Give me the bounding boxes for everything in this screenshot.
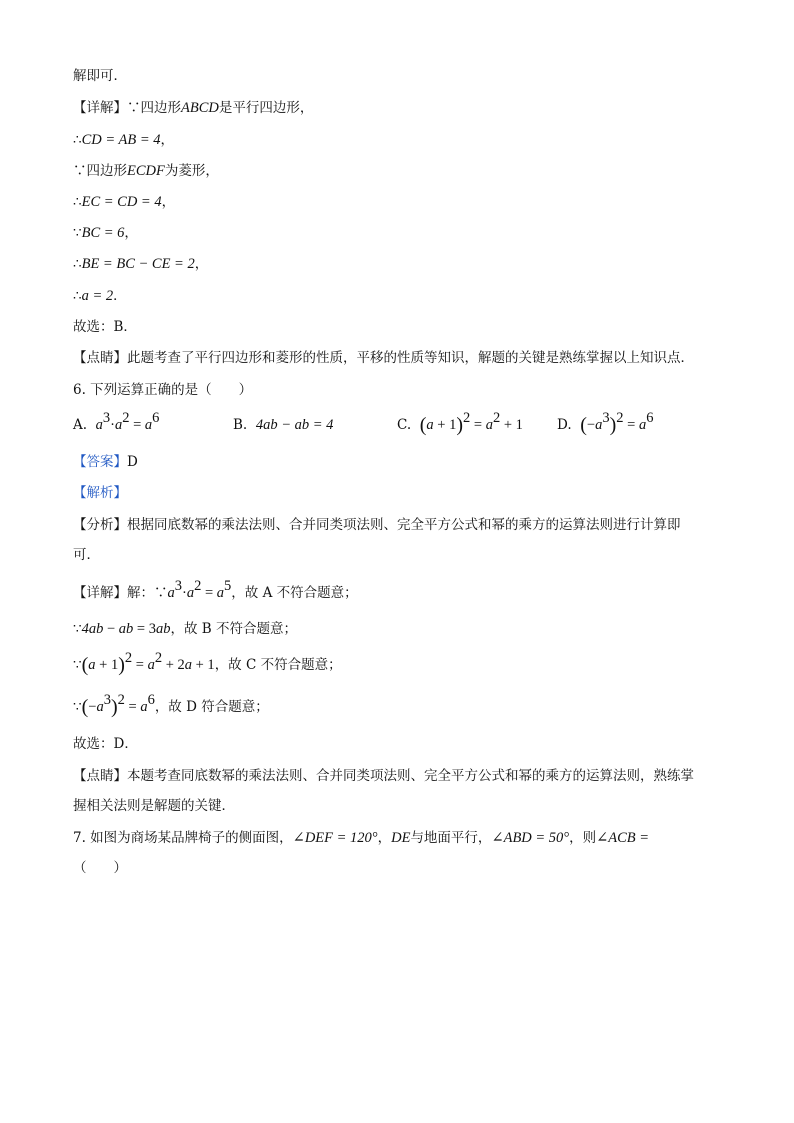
comment-line: 【点睛】此题考查了平行四边形和菱形的性质，平移的性质等知识，解题的关键是熟练掌握以上知识点． <box>73 350 694 366</box>
answer-line: 故选：D． <box>73 736 138 752</box>
detail-line: ∵(a + $1)^2 = a^2 + 2a + 1$，故 C 不符合题意； <box>73 650 342 676</box>
question-7-paren: （ ） <box>73 860 127 876</box>
detail-line: 【详解】解：$\because a^3\cdot a^2 = a^5$，故 A 不符合题意； <box>73 578 358 601</box>
math-line: ∴BE = BC − CE = 2， <box>73 256 209 272</box>
comment-line: 握相关法则是解题的关键． <box>73 798 235 814</box>
answer-line: 故选：B． <box>73 319 137 335</box>
analysis-line: 【分析】根据同底数幂的乘法法则、合并同类项法则、完全平方公式和幂的乘方的运算法则进行计算即 <box>73 517 681 533</box>
detail-line: $\because(-a^3)^2 = a^6$，故 D 符合题意； <box>73 692 269 718</box>
option-d: D. $(-a^3)^2 = a^6$ <box>557 410 654 436</box>
question-7: 7. 如图为商场某品牌椅子的侧面图，∠DEF = 120°，DE与地面平行，∠ABD = 50°，则∠ACB = <box>73 830 650 846</box>
math-line: ∵四边形ECDF为菱形， <box>73 163 219 179</box>
option-a: A. $a^3\cdot a^2 = a^6$ <box>73 410 160 433</box>
detail-line: ∵4ab − ab = 3ab，故 B 不符合题意； <box>73 621 297 637</box>
math-line: ∴CD = AB = 4， <box>73 132 175 148</box>
text-line: 解即可． <box>73 68 127 84</box>
option-c: C. $(a + 1)^2 = a^2 + 1$ <box>397 410 523 436</box>
comment-line: 【点睛】本题考查同底数幂的乘法法则、合并同类项法则、完全平方公式和幂的乘方的运算法则，熟练掌 <box>73 768 694 784</box>
option-b: B. 4ab − ab = 4 <box>233 417 334 433</box>
math-line: ∴a = 2． <box>73 288 127 304</box>
analysis-heading: 【解析】 <box>73 485 127 501</box>
math-line: ∵BC = 6， <box>73 225 138 241</box>
question-6: 6. 下列运算正确的是（ ） <box>73 382 253 398</box>
math-line: ∴EC = CD = 4， <box>73 194 176 210</box>
analysis-line: 可． <box>73 547 100 563</box>
answer-line: 【答案】D <box>73 454 138 470</box>
detail-line: 【详解】∵四边形ABCD是平行四边形， <box>73 100 314 116</box>
